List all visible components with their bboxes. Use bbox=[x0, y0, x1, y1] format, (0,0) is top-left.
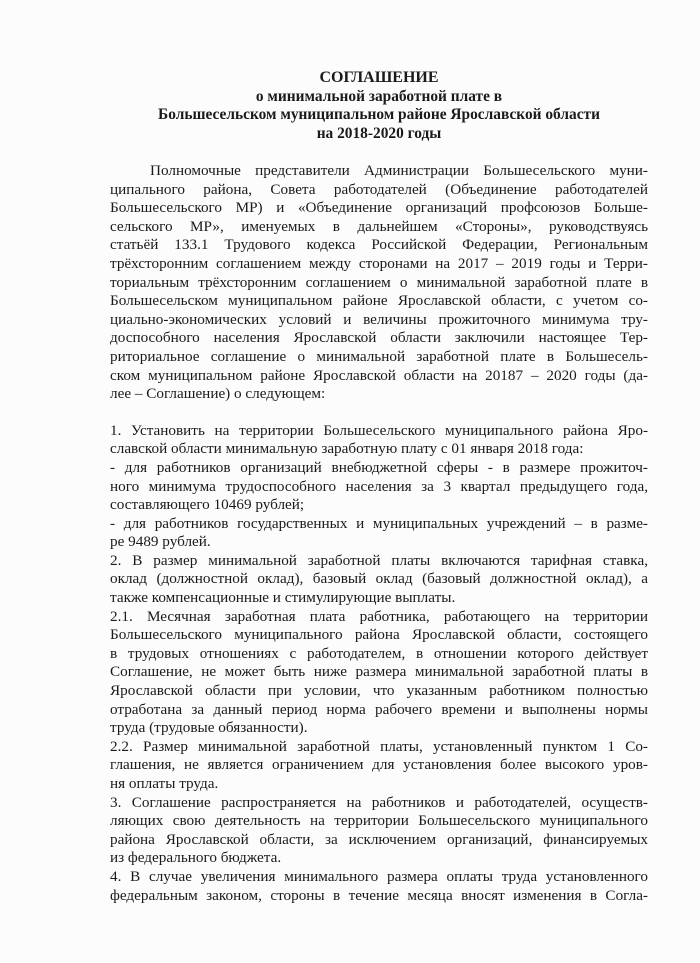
text-line: лее – Соглашение) о следующем: bbox=[110, 385, 326, 403]
text-line: также компенсационные и стимулирующие выплаты. bbox=[110, 589, 456, 607]
text-line: отработана за данный период норма рабочего времени и выполнены нормы bbox=[110, 700, 648, 718]
document-body bbox=[110, 162, 648, 905]
paragraph-gap bbox=[110, 404, 648, 422]
title-line-3: Большесельском муниципальном районе Ярославской области bbox=[158, 106, 600, 123]
text-line: Большесельского муниципального района Ярославской области, состоящего bbox=[110, 626, 648, 644]
text-line: доспособного населения Ярославской области заключили настоящее Тер- bbox=[110, 329, 648, 347]
text-line: в трудовых отношениях с работодателем, в отношении которого действует bbox=[110, 644, 648, 662]
sections bbox=[110, 422, 648, 905]
text-line: Ярославской области при условии, что указанным работником полностью bbox=[110, 682, 648, 700]
text-line: риториальное соглашение о минимальной заработной плате в Большесель- bbox=[110, 347, 648, 365]
title-line-4: на 2018-2020 годы bbox=[316, 124, 442, 142]
text-line: трёхсторонним соглашением между сторонами на 2017 – 2019 годы и Терри- bbox=[110, 254, 648, 272]
text-line: ском муниципальном районе Ярославской области на 20187 – 2020 годы (да- bbox=[110, 366, 648, 384]
text-line: Большесельском муниципальном районе Ярославской области, с учетом со- bbox=[110, 292, 648, 310]
preamble-paragraph bbox=[110, 162, 648, 404]
text-line: статьёй 133.1 Трудового кодекса Российской Федерации, Региональным bbox=[110, 236, 648, 254]
text-line: Большесельского МР) и «Объединение организаций профсоюзов Больше- bbox=[110, 199, 648, 217]
text-line: составляющего 10469 рублей; bbox=[110, 496, 305, 514]
text-line: циально-экономических условий и величины прожиточного минимума тру- bbox=[110, 310, 648, 328]
title-line-1: СОГЛАШЕНИЕ bbox=[319, 69, 439, 86]
text-line: 1. Установить на территории Большесельского муниципального района Яро- bbox=[110, 421, 648, 439]
text-line: федеральным законом, стороны в течение месяца вносят изменения в Согла- bbox=[110, 886, 648, 904]
text-line: Соглашение, не может быть ниже размера минимальной заработной платы в bbox=[110, 663, 648, 681]
text-line: сельского МР», именуемых в дальнейшем «Стороны», руководствуясь bbox=[110, 217, 648, 235]
title-line-2: о минимальной заработной плате в bbox=[255, 87, 503, 105]
text-line: ципального района, Совета работодателей (Объединение работодателей bbox=[110, 180, 648, 198]
text-line: района Ярославской области, за исключением организаций, финансируемых bbox=[110, 830, 648, 848]
text-line: 3. Соглашение распространяется на работников и работодателей, осуществ- bbox=[110, 793, 648, 811]
document-title bbox=[0, 69, 700, 143]
text-line: Полномочные представители Администрации Большесельского муни- bbox=[150, 162, 648, 179]
text-line: ляющих свою деятельность на территории Большесельского муниципального bbox=[110, 812, 648, 830]
text-line: славской области минимальную заработную плату с 01 января 2018 года: bbox=[110, 440, 584, 458]
text-line: 4. В случае увеличения минимального размера оплаты труда установленного bbox=[110, 867, 648, 885]
text-line: труда (трудовые обязанности). bbox=[110, 719, 308, 737]
text-line: глашения, не является ограничением для установления более высокого уров- bbox=[110, 756, 648, 774]
text-line: из федерального бюджета. bbox=[110, 849, 282, 867]
text-line: 2.2. Размер минимальной заработной платы, установленный пунктом 1 Со- bbox=[110, 737, 648, 755]
text-line: оклад (должностной оклад), базовый оклад (базовый должностной оклад), а bbox=[110, 570, 648, 588]
text-line: ре 9489 рублей. bbox=[110, 533, 211, 551]
text-line: ного минимума трудоспособного населения за 3 квартал предыдущего года, bbox=[110, 477, 648, 495]
text-line: - для работников организаций внебюджетной сферы - в размере прожиточ- bbox=[110, 458, 648, 476]
text-line: - для работников государственных и муниципальных учреждений – в разме- bbox=[110, 514, 648, 532]
text-line: 2.1. Месячная заработная плата работника, работающего на территории bbox=[110, 607, 648, 625]
text-line: ториальным трёхсторонним соглашением о минимальной заработной плате в bbox=[110, 273, 648, 291]
text-line: 2. В размер минимальной заработной платы включаются тарифная ставка, bbox=[110, 551, 648, 569]
text-line: ня оплаты труда. bbox=[110, 775, 219, 792]
